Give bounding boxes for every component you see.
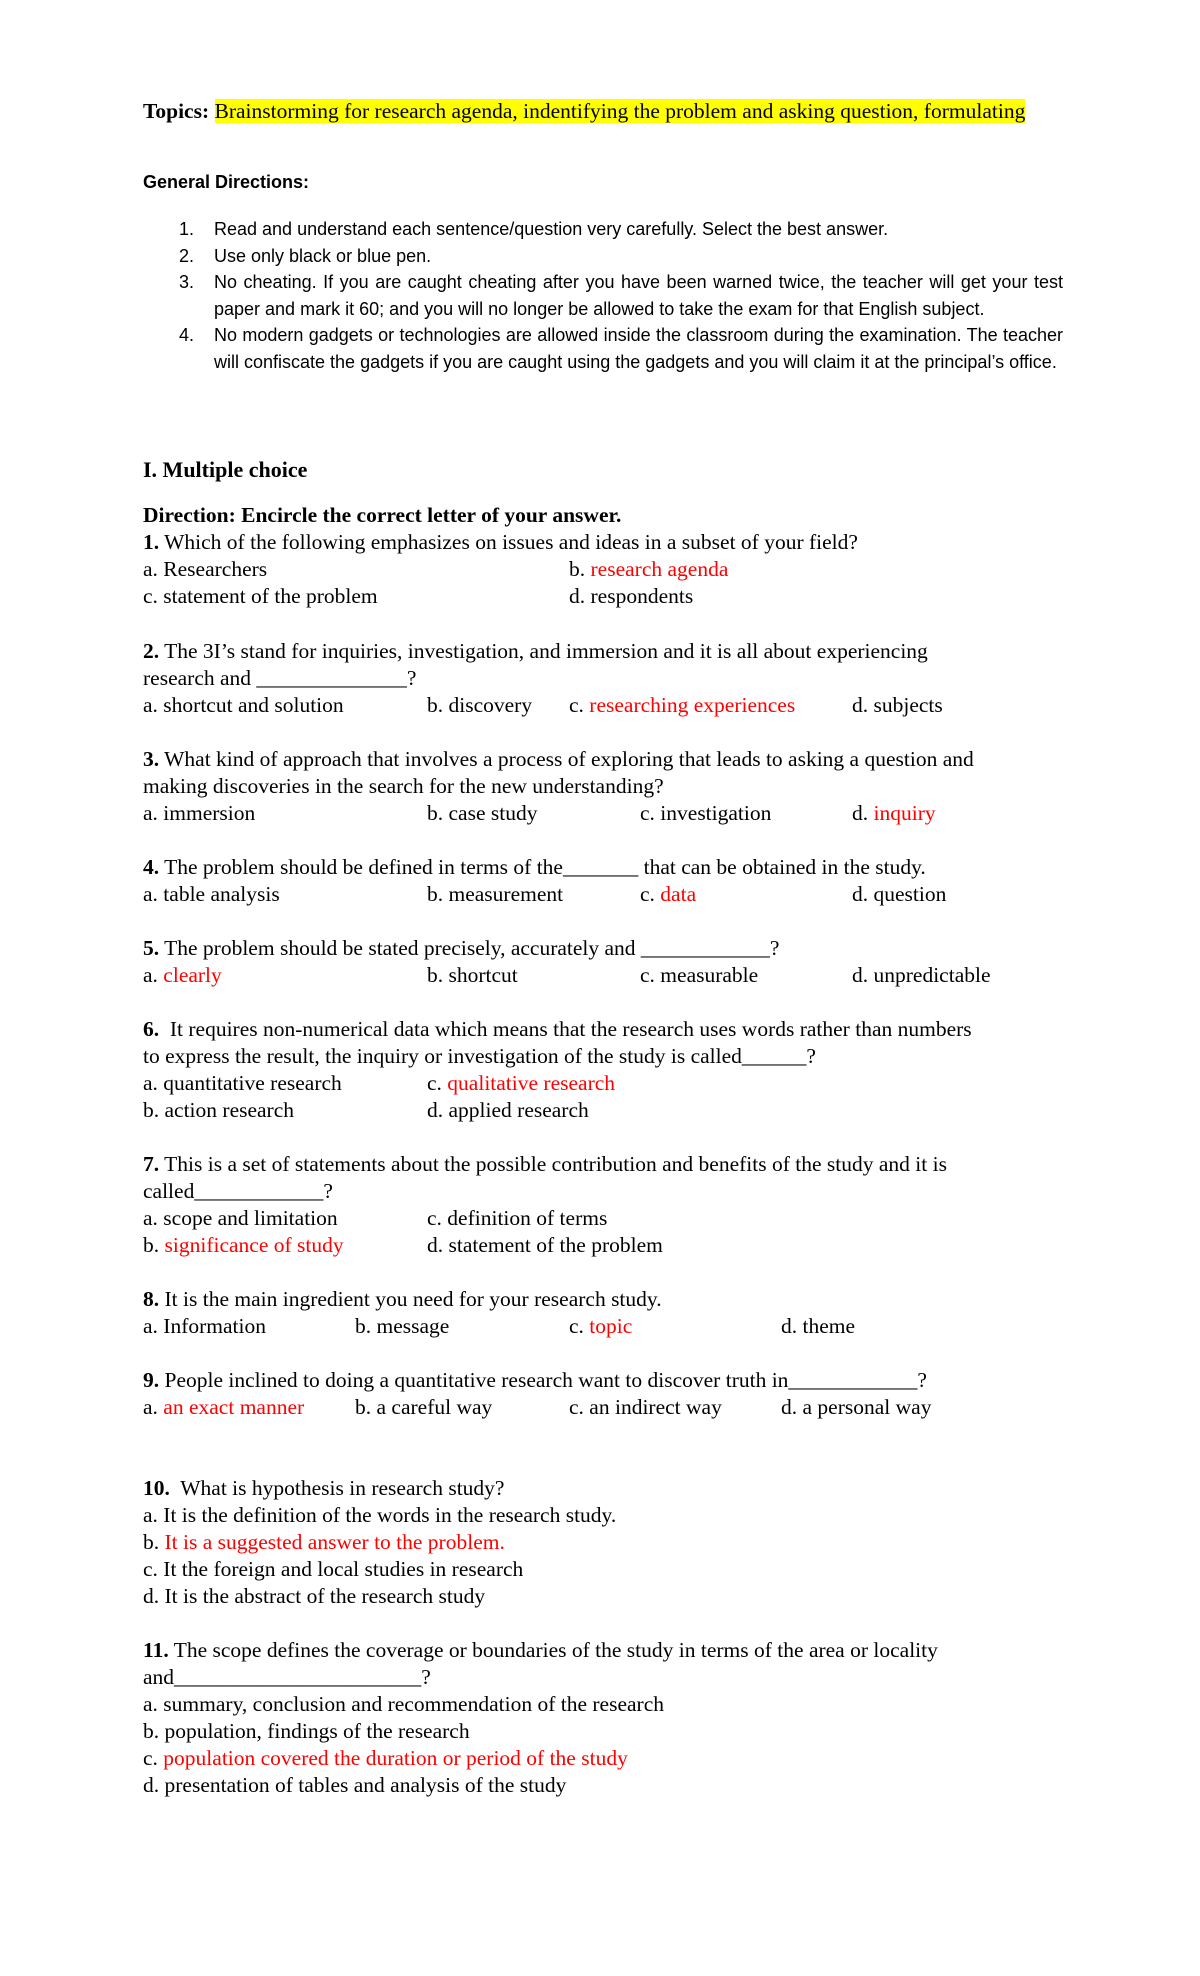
option-11d[interactable]: d. presentation of tables and analysis of the study [143, 1773, 567, 1797]
option-6c[interactable]: c. qualitative research [427, 1071, 616, 1095]
topics-line [143, 96, 1063, 126]
direction-item [143, 243, 1063, 270]
question-text: It is the main ingredient you need for your research study. [164, 1287, 662, 1311]
question-text: What is hypothesis in research study? [180, 1476, 505, 1500]
question-number: 4. [143, 855, 160, 879]
question-8 [143, 1286, 662, 1313]
section-direction: Direction: Encircle the correct letter of your answer. [143, 503, 622, 527]
direction-text: Read and understand each sentence/question very carefully. Select the best answer. [214, 219, 889, 239]
option-8d[interactable]: d. theme [781, 1314, 856, 1338]
option-7c[interactable]: c. definition of terms [427, 1206, 608, 1230]
option-3a[interactable]: a. immersion [143, 801, 256, 825]
option-4a[interactable]: a. table analysis [143, 882, 280, 906]
topics-text: Brainstorming for research agenda, indentifying the problem and asking question, formulating [214, 99, 1026, 123]
question-number: 1. [143, 530, 160, 554]
option-5c[interactable]: c. measurable [640, 963, 759, 987]
direction-text: Use only black or blue pen. [214, 245, 432, 266]
option-11c[interactable]: c. population covered the duration or period of the study [143, 1746, 628, 1770]
question-number: 11. [143, 1638, 169, 1662]
option-10d[interactable]: d. It is the abstract of the research study [143, 1584, 486, 1608]
direction-item [143, 269, 1063, 322]
question-5 [143, 935, 779, 962]
direction-text: No cheating. If you are caught cheating after you have been warned twice, the teacher will get your test paper and mark it 60; and you will no longer be allowed to take the exam for that English subject. [214, 272, 1063, 319]
question-number: 8. [143, 1287, 160, 1311]
option-4c[interactable]: c. data [640, 882, 697, 906]
direction-number: 3. [179, 272, 195, 292]
general-directions-title: General Directions: [143, 172, 310, 192]
option-9c[interactable]: c. an indirect way [569, 1395, 722, 1419]
question-text: It requires non-numerical data which means that the research uses words rather than numbers [169, 1017, 972, 1041]
option-10b[interactable]: b. It is a suggested answer to the problem. [143, 1530, 505, 1554]
option-7b[interactable]: b. significance of study [143, 1233, 344, 1257]
question-text: The 3I’s stand for inquiries, investigation, and immersion and it is all about experiencing [164, 639, 928, 663]
question-text: The scope defines the coverage or boundaries of the study in terms of the area or locality [173, 1638, 938, 1662]
question-7 [143, 1151, 947, 1178]
general-directions-list [143, 216, 1063, 375]
question-number: 5. [143, 936, 160, 960]
question-11-line-2: and_______________________? [143, 1665, 431, 1689]
question-text: The problem should be defined in terms of the_______ that can be obtained in the study. [164, 855, 926, 879]
exam-page [143, 0, 1063, 1976]
option-1b[interactable]: b. research agenda [569, 557, 729, 581]
question-number: 9. [143, 1368, 160, 1392]
question-number: 7. [143, 1152, 160, 1176]
option-2b[interactable]: b. discovery [427, 693, 533, 717]
option-6b[interactable]: b. action research [143, 1098, 295, 1122]
option-1d[interactable]: d. respondents [569, 584, 694, 608]
question-text: Which of the following emphasizes on issues and ideas in a subset of your field? [164, 530, 858, 554]
option-2a[interactable]: a. shortcut and solution [143, 693, 344, 717]
option-7d[interactable]: d. statement of the problem [427, 1233, 663, 1257]
direction-item [143, 322, 1063, 375]
option-6d[interactable]: d. applied research [427, 1098, 589, 1122]
question-6 [143, 1016, 972, 1043]
question-2 [143, 638, 928, 665]
direction-number: 4. [179, 325, 195, 345]
direction-number: 2. [179, 245, 195, 266]
option-7a[interactable]: a. scope and limitation [143, 1206, 338, 1230]
option-9b[interactable]: b. a careful way [355, 1395, 493, 1419]
question-7-line-2: called____________? [143, 1179, 333, 1203]
option-11a[interactable]: a. summary, conclusion and recommendation of the research [143, 1692, 664, 1716]
option-5b[interactable]: b. shortcut [427, 963, 518, 987]
question-11 [143, 1637, 938, 1664]
option-5a[interactable]: a. clearly [143, 963, 222, 987]
option-10a[interactable]: a. It is the definition of the words in the research study. [143, 1503, 617, 1527]
question-number: 6. [143, 1017, 160, 1041]
question-text: People inclined to doing a quantitative research want to discover truth in____________? [164, 1368, 927, 1392]
option-3d[interactable]: d. inquiry [852, 801, 936, 825]
option-9a[interactable]: a. an exact manner [143, 1395, 305, 1419]
question-number: 10. [143, 1476, 170, 1500]
section-title: I. Multiple choice [143, 457, 308, 482]
option-8a[interactable]: a. Information [143, 1314, 266, 1338]
question-text: This is a set of statements about the possible contribution and benefits of the study and it is [164, 1152, 947, 1176]
direction-item [143, 216, 1063, 243]
option-2d[interactable]: d. subjects [852, 693, 943, 717]
question-3-line-2: making discoveries in the search for the new understanding? [143, 774, 664, 798]
option-6a[interactable]: a. quantitative research [143, 1071, 342, 1095]
direction-number: 1. [179, 219, 195, 239]
question-1 [143, 529, 858, 556]
question-10 [143, 1475, 504, 1502]
option-8c[interactable]: c. topic [569, 1314, 633, 1338]
option-11b[interactable]: b. population, findings of the research [143, 1719, 470, 1743]
question-9 [143, 1367, 927, 1394]
question-number: 3. [143, 747, 160, 771]
question-6-line-2: to express the result, the inquiry or investigation of the study is called______? [143, 1044, 816, 1068]
option-1c[interactable]: c. statement of the problem [143, 584, 378, 608]
question-text: What kind of approach that involves a process of exploring that leads to asking a question and [164, 747, 974, 771]
question-3 [143, 746, 974, 773]
option-3b[interactable]: b. case study [427, 801, 538, 825]
option-5d[interactable]: d. unpredictable [852, 963, 991, 987]
direction-text: No modern gadgets or technologies are allowed inside the classroom during the examination. The teacher will confiscate the gadgets if you are caught using the gadgets and you will claim it at the principal’s office. [214, 325, 1063, 372]
option-4d[interactable]: d. question [852, 882, 947, 906]
question-2-line-2: research and ______________? [143, 666, 417, 690]
option-2c[interactable]: c. researching experiences [569, 693, 796, 717]
topics-label: Topics: [143, 99, 210, 123]
option-4b[interactable]: b. measurement [427, 882, 564, 906]
question-number: 2. [143, 639, 160, 663]
question-4 [143, 854, 926, 881]
option-9d[interactable]: d. a personal way [781, 1395, 932, 1419]
option-10c[interactable]: c. It the foreign and local studies in research [143, 1557, 524, 1581]
option-1a[interactable]: a. Researchers [143, 557, 268, 581]
option-3c[interactable]: c. investigation [640, 801, 772, 825]
option-8b[interactable]: b. message [355, 1314, 450, 1338]
question-text: The problem should be stated precisely, accurately and ____________? [164, 936, 780, 960]
